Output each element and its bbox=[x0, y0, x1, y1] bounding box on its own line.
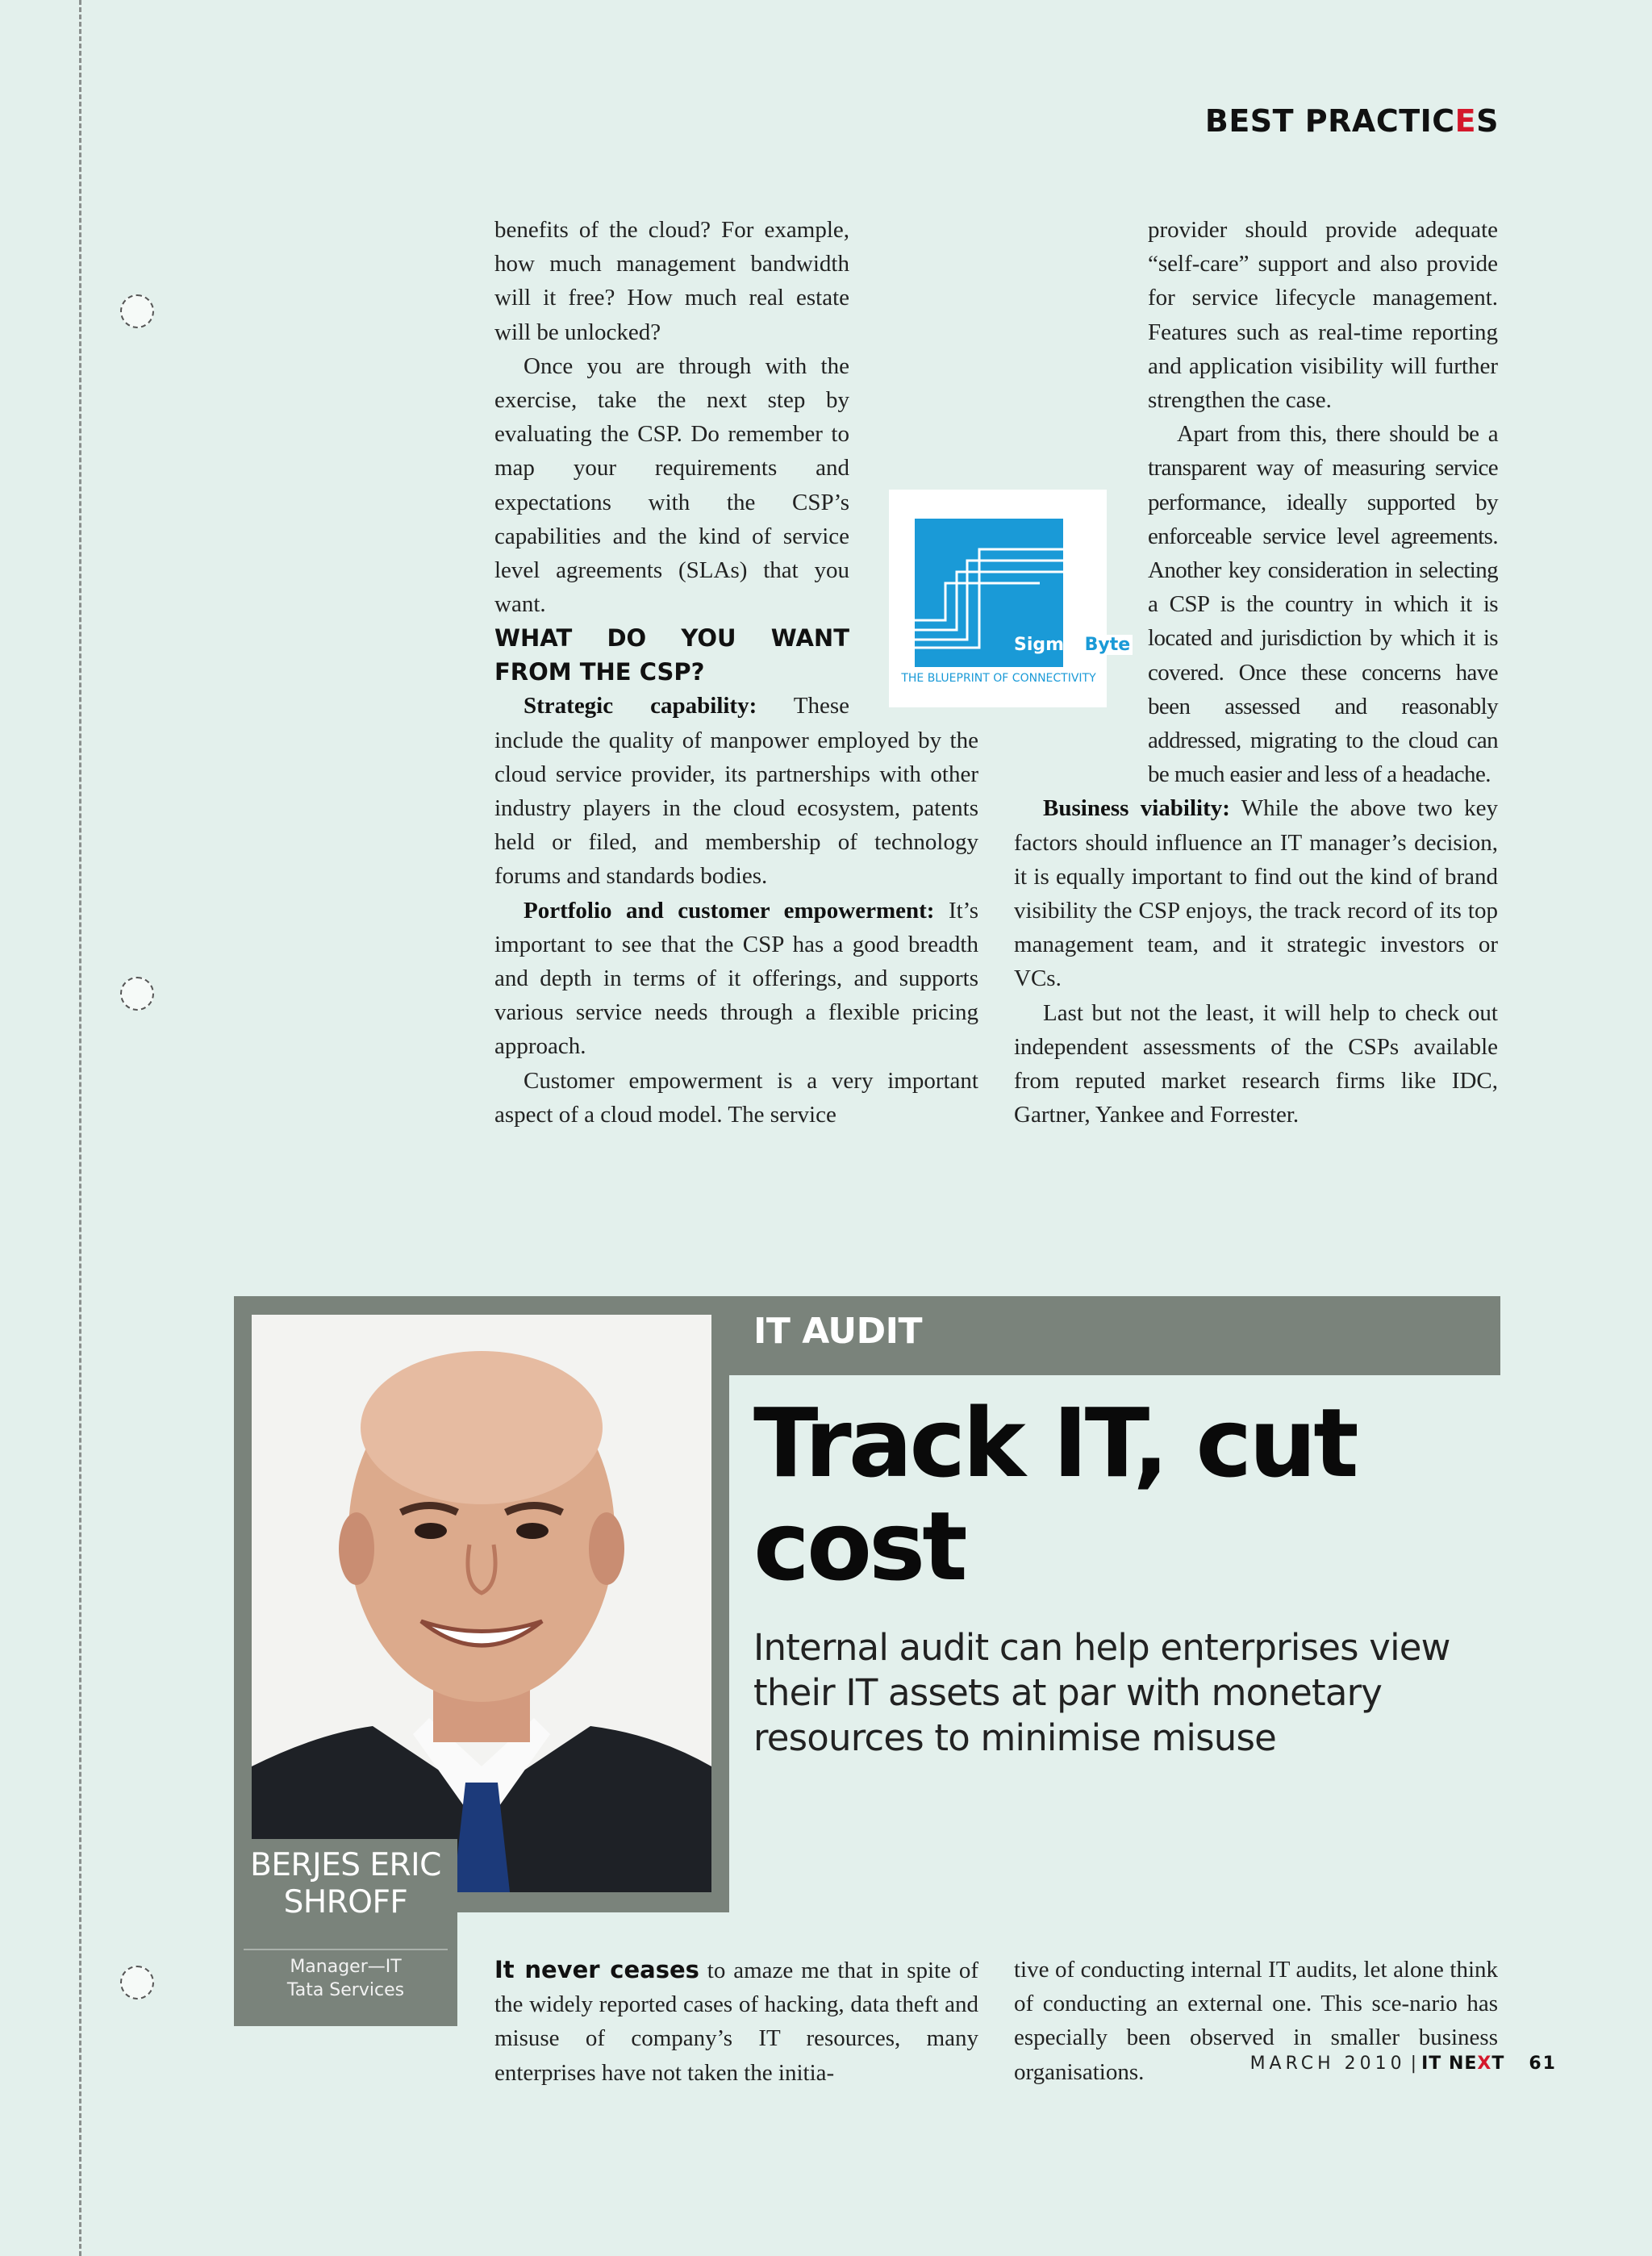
section-tag-suffix: S bbox=[1476, 103, 1499, 139]
paragraph: Last but not the least, it will help to check out independent assessments of the CSPs available from reputed market research firms like IDC, Gartner, Yankee and Forrester. bbox=[1014, 999, 1498, 1128]
punch-hole bbox=[120, 294, 154, 328]
paragraph: benefits of the cloud? For example, how much management bandwidth will it free? How much real estate will be unlocked? bbox=[494, 217, 849, 345]
author-portrait-icon bbox=[252, 1315, 711, 1892]
paragraph: Apart from this, there should be a transparent way of measuring service performance, ideally supported by enforceable service level agreements. Another key consideration in selecting a CSP is the country in which it is located and jurisdiction by which it is covered. Once these concerns have been assessed and reasonably addressed, migrating to the cloud can be much easier and less of a headache. bbox=[1148, 421, 1498, 788]
article-kicker: IT AUDIT bbox=[753, 1311, 923, 1352]
punch-hole bbox=[120, 977, 154, 1011]
article-body-column-1 bbox=[494, 1953, 978, 2090]
paragraph: provider should provide adequate “self-care” support and also provide for service lifecycle management. Features such as real-time reporting and application visibility will further strengthen the case. bbox=[1148, 217, 1498, 414]
author-name: BERJES ERIC SHROFF bbox=[250, 1847, 441, 1920]
page-number: 61 bbox=[1529, 2054, 1557, 2074]
binder-margin-line bbox=[79, 0, 81, 2256]
body-lead-in: It never ceases bbox=[494, 1956, 699, 1983]
author-role bbox=[234, 1955, 457, 2002]
section-tag-highlight: E bbox=[1454, 103, 1477, 139]
ad-brand-a: Sigma bbox=[1014, 635, 1076, 655]
paragraph: These include the quality of manpower employed by the cloud service provider, its partnerships with other industry players in the cloud ecosystem, patents held or filed, and membership of technology forums and standards bodies. bbox=[494, 693, 978, 890]
subheading: WHAT DO YOU WANT FROM THE CSP? bbox=[494, 624, 849, 686]
publication-name-x: X bbox=[1477, 2054, 1492, 2074]
punch-hole bbox=[120, 1966, 154, 2000]
paragraph-lead: Strategic capability: bbox=[524, 693, 757, 719]
paragraph: It’s important to see that the CSP has a good breadth and depth in terms of it offerings, and supports various service needs through a flexible pricing approach. bbox=[494, 897, 979, 1060]
ad-brand bbox=[1014, 635, 1133, 655]
paragraph-lead: Business viability: bbox=[1043, 795, 1230, 822]
author-title: Manager—IT bbox=[290, 1957, 402, 1977]
publication-name bbox=[1421, 2054, 1504, 2074]
paragraph-lead: Portfolio and customer empowerment: bbox=[524, 897, 935, 924]
ad-tagline: THE BLUEPRINT OF CONNECTIVITY bbox=[901, 672, 1096, 685]
publication-name-a: IT NE bbox=[1421, 2054, 1478, 2074]
article-headline: Track IT, cut cost bbox=[753, 1387, 1356, 1602]
page-footer bbox=[1250, 2054, 1557, 2074]
issue-date: MARCH 2010 bbox=[1249, 2054, 1406, 2074]
ad-brand-b: Byte bbox=[1083, 635, 1133, 655]
paragraph: While the above two key factors should influence an IT manager’s decision, it is equally important to find out the kind of brand visibility the CSP enjoys, the track record of its top management team, and it strategic investors or VCs. bbox=[1014, 795, 1498, 992]
author-divider bbox=[244, 1949, 448, 1950]
author-photo bbox=[252, 1315, 711, 1892]
paragraph: tive of conducting internal IT audits, let alone think of conducting an external one. This sce-nario has especially been observed in smaller business organisations. bbox=[1014, 1957, 1498, 2085]
article-deck: Internal audit can help enterprises view their IT assets at par with monetary resources to minimise misuse bbox=[753, 1626, 1450, 1759]
section-tag-text: BEST PRACTIC bbox=[1204, 103, 1455, 139]
paragraph: Customer empowerment is a very important aspect of a cloud model. The service bbox=[494, 1067, 978, 1128]
author-company: Tata Services bbox=[286, 1980, 405, 2000]
paragraph: to amaze me that in spite of the widely reported cases of hacking, data theft and misuse of company’s IT resources, many enterprises have not taken the initia- bbox=[494, 1958, 978, 2086]
paragraph: Once you are through with the exercise, take the next step by evaluating the CSP. Do remember to map your requirements and expectations with the CSP’s capabilities and the kind of service level agreements (SLAs) that you want. bbox=[494, 352, 849, 618]
footer-separator: | bbox=[1410, 2054, 1417, 2074]
section-tag bbox=[1205, 103, 1499, 139]
publication-name-b: T bbox=[1491, 2054, 1505, 2074]
